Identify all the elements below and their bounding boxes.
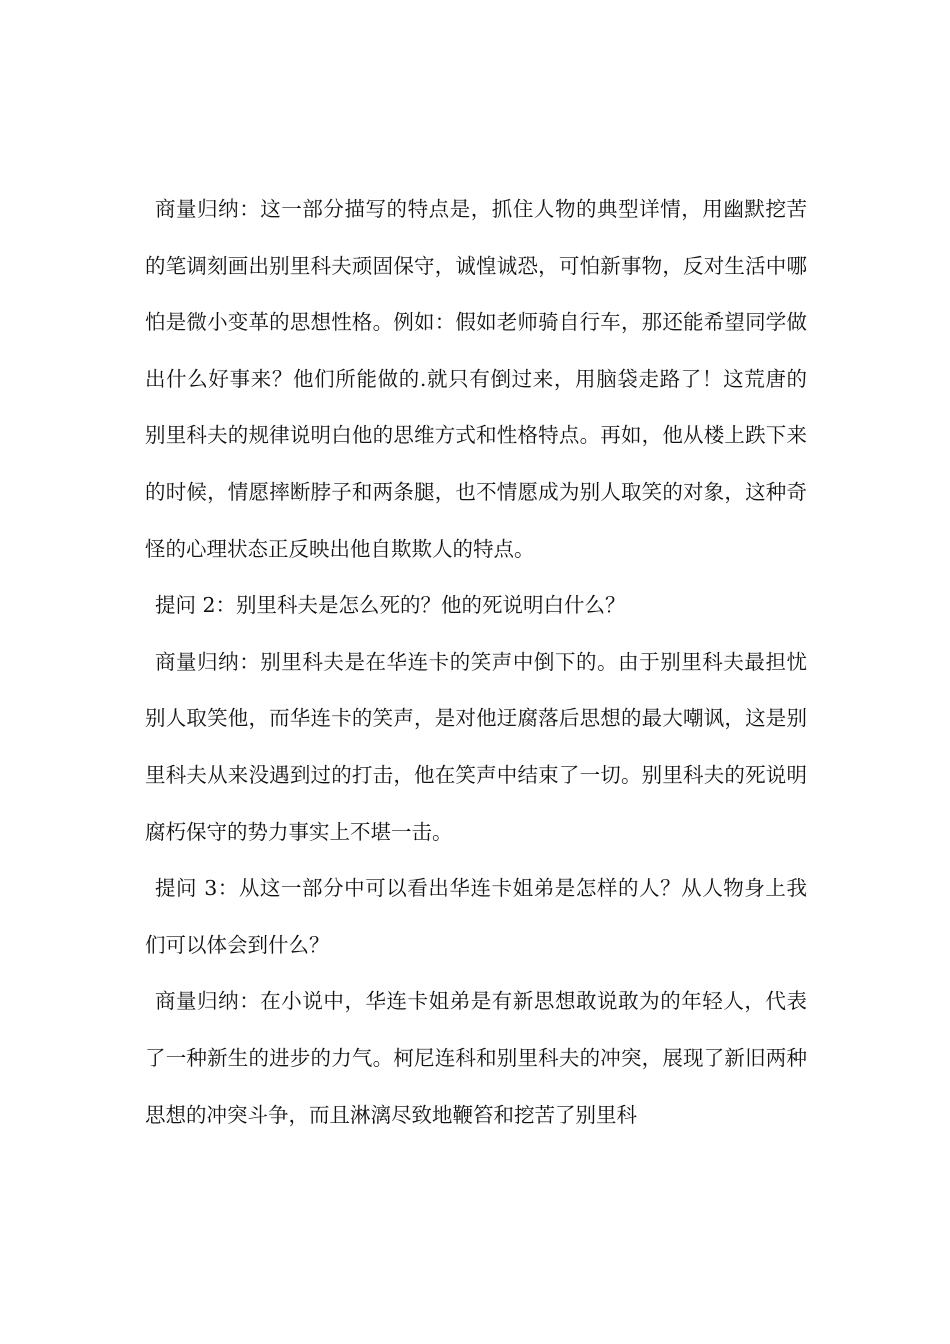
paragraph-question-3: 提问 3：从这一部分中可以看出华连卡姐弟是怎样的人？从人物身上我们可以体会到什么？ bbox=[145, 876, 807, 957]
paragraph-question-2: 提问 2：别里科夫是怎么死的？他的死说明白什么？ bbox=[155, 593, 626, 618]
document-page bbox=[145, 181, 807, 1143]
paragraph-discussion-2: 商量归纳：别里科夫是在华连卡的笑声中倒下的。由于别里科夫最担忧别人取笑他，而华连卡的笑声，是对他迂腐落后思想的最大嘲讽，这是别里科夫从来没遇到过的打击，他在笑声中结束了一切。别里科夫的死说明腐朽保守的势力事实上不堪一击。 bbox=[145, 649, 807, 844]
paragraph-discussion-1: 商量归纳：这一部分描写的特点是，抓住人物的典型详情，用幽默挖苦的笔调刻画出别里科夫顽固保守，诚惶诚恐，可怕新事物，反对生活中哪怕是微小变革的思想性格。例如：假如老师骑自行车，那还能希望同学做出什么好事来？他们所能做的.就只有倒过来，用脑袋走路了！这荒唐的别里科夫的规律说明白他的思维方式和性格特点。再如，他从楼上跌下来的时候，情愿摔断脖子和两条腿，也不情愿成为别人取笑的对象，这种奇怪的心理状态正反映出他自欺欺人的特点。 bbox=[145, 197, 807, 561]
paragraph-discussion-3: 商量归纳：在小说中，华连卡姐弟是有新思想敢说敢为的年轻人，代表了一种新生的进步的力气。柯尼连科和别里科夫的冲突，展现了新旧两种思想的冲突斗争，而且淋漓尽致地鞭笞和挖苦了别里科 bbox=[145, 989, 807, 1127]
